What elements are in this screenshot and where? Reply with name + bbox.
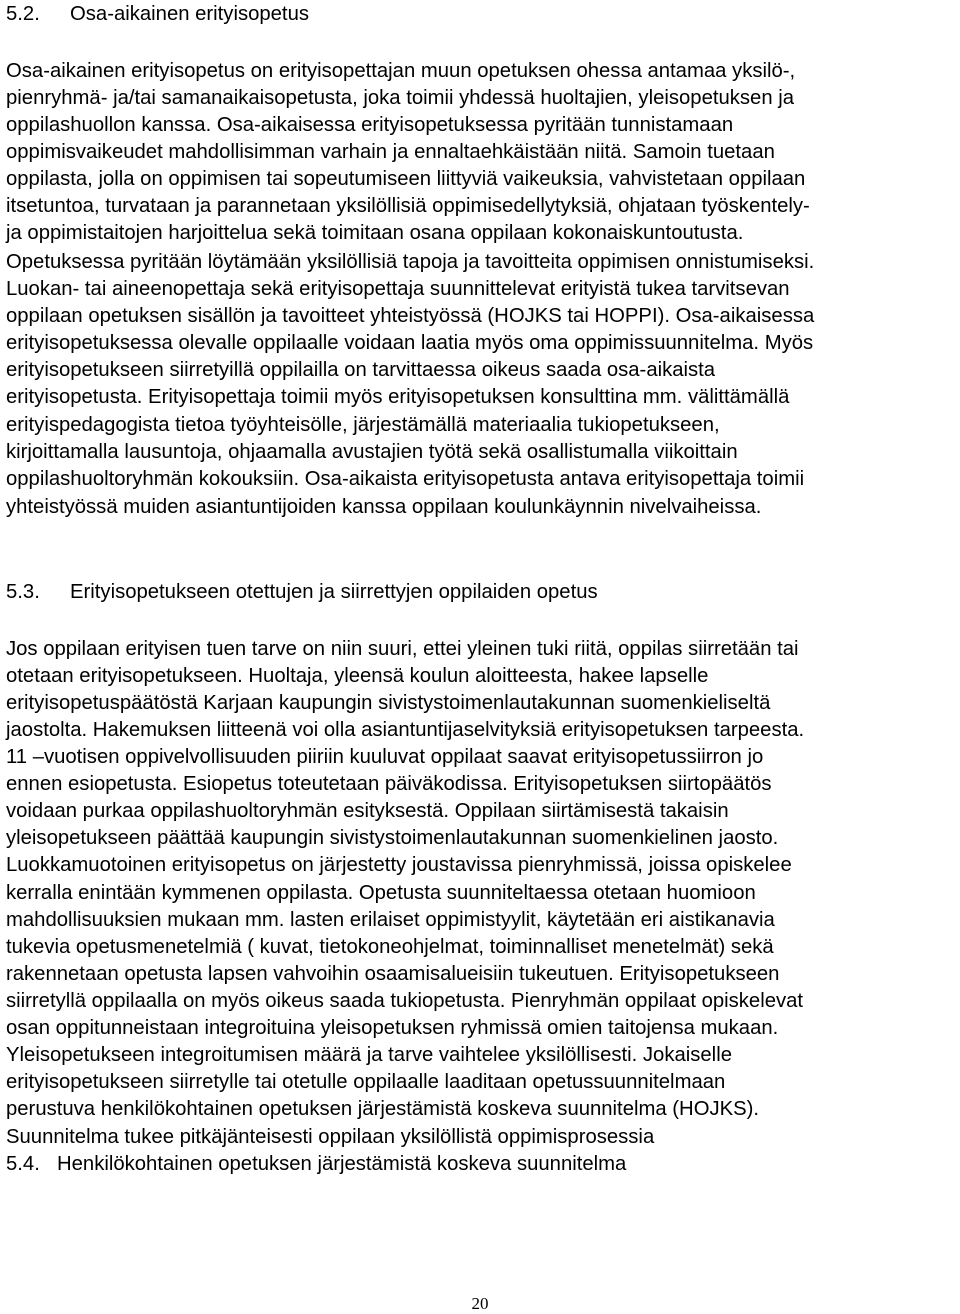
paragraph-line: itsetuntoa, turvataan ja parannetaan yksilöllisiä oppimisedellytyksiä, ohjataan työskentely- [6,195,810,217]
section-heading-5-2 [6,0,309,28]
paragraph-line: kirjoittamalla lausuntoja, ohjaamalla avustajien työtä sekä osallistumalla viikoittain [6,441,738,463]
paragraph-line: yhteistyössä muiden asiantuntijoiden kanssa oppilaan koulunkäynnin nivelvaiheissa. [6,496,762,518]
paragraph-line: Osa-aikainen erityisopetus on erityisopettajan muun opetuksen ohessa antamaa yksilö-, [6,60,796,82]
page-number: 20 [471,1294,489,1313]
section-number: 5.3. [6,581,40,603]
paragraph-line: otetaan erityisopetukseen. Huoltaja, yleensä koulun aloitteesta, hakee lapselle [6,665,709,687]
section-title: Henkilökohtainen opetuksen järjestämistä koskeva suunnitelma [57,1153,627,1175]
paragraph-line: pienryhmä- ja/tai samanaikaisopetusta, joka toimii yhdessä huoltajien, yleisopetuksen ja [6,87,795,109]
paragraph-line: jaostolta. Hakemuksen liitteenä voi olla asiantuntijaselvityksiä erityisopetuksen tarpeesta. [6,719,805,741]
paragraph-line: Yleisopetukseen integroitumisen määrä ja tarve vaihtelee yksilöllisesti. Jokaiselle [6,1044,732,1066]
section-title: Osa-aikainen erityisopetus [70,3,309,25]
paragraph-line: oppilaan opetuksen sisällön ja tavoitteet yhteistyössä (HOJKS tai HOPPI). Osa-aikaisessa [6,305,815,327]
paragraph-line: Opetuksessa pyritään löytämään yksilöllisiä tapoja ja tavoitteita oppimisen onnistumiseksi. [6,251,815,273]
paragraph-line: voidaan purkaa oppilashuoltoryhmän esityksestä. Oppilaan siirtämisestä takaisin [6,800,729,822]
paragraph-line: erityisopetukseen siirretyillä oppilailla on tarvittaessa oikeus saada osa-aikaista [6,359,716,381]
paragraph-line: Luokan- tai aineenopettaja sekä erityisopettaja suunnittelevat erityistä tukea tarvitsevan [6,278,790,300]
paragraph-line: oppilashuoltoryhmän kokouksiin. Osa-aikaista erityisopetusta antava erityisopettaja toimii [6,468,805,490]
paragraph-line: Luokkamuotoinen erityisopetus on järjestetty joustavissa pienryhmissä, joissa opiskelee [6,854,792,876]
paragraph-line: siirretyllä oppilaalla on myös oikeus saada tukiopetusta. Pienryhmän oppilaat opiskelevat [6,990,804,1012]
paragraph-line: oppilashuollon kanssa. Osa-aikaisessa erityisopetuksessa pyritään tunnistamaan [6,114,734,136]
paragraph-line: perustuva henkilökohtainen opetuksen järjestämistä koskeva suunnitelma (HOJKS). [6,1098,760,1120]
paragraph-line: erityispedagogista tietoa työyhteisölle, järjestämällä materiaalia tukiopetukseen, [6,414,720,436]
paragraph-line: oppilasta, jolla on oppimisen tai sopeutumiseen liittyviä vaikeuksia, vahvistetaan oppilaan [6,168,806,190]
paragraph-line: kerralla enintään kymmenen oppilasta. Opetusta suunniteltaessa otetaan huomioon [6,882,756,904]
paragraph-line: osan oppitunneistaan integroituina yleisopetuksen ryhmissä omien taitojensa mukaan. [6,1017,779,1039]
paragraph-line: ennen esiopetusta. Esiopetus toteutetaan päiväkodissa. Erityisopetuksen siirtopäätös [6,773,772,795]
paragraph-line: 11 –vuotisen oppivelvollisuuden piiriin kuuluvat oppilaat saavat erityisopetussiirron jo [6,746,764,768]
paragraph-line: erityisopetusta. Erityisopettaja toimii myös erityisopetuksen konsulttina mm. välittämällä [6,386,790,408]
paragraph-line: Suunnitelma tukee pitkäjänteisesti oppilaan yksilöllistä oppimisprosessia [6,1126,655,1148]
paragraph-line: erityisopetuspäätöstä Karjaan kaupungin sivistystoimenlautakunnan suomenkieliseltä [6,692,771,714]
section-number: 5.4. [6,1153,40,1175]
paragraph-line: tukevia opetusmenetelmiä ( kuvat, tietokoneohjelmat, toiminnalliset menetelmät) sekä [6,936,774,958]
paragraph-line: rakennetaan opetusta lapsen vahvoihin osaamisalueisiin tukeutuen. Erityisopetukseen [6,963,780,985]
section-heading-5-4 [6,1150,626,1178]
section-number: 5.2. [6,3,40,25]
section-title: Erityisopetukseen otettujen ja siirrettyjen oppilaiden opetus [70,581,598,603]
paragraph-line: erityisopetuksessa olevalle oppilaalle voidaan laatia myös oma oppimissuunnitelma. Myös [6,332,814,354]
paragraph-line: mahdollisuuksien mukaan mm. lasten erilaiset oppimistyylit, käytetään eri aistikanavia [6,909,775,931]
section-heading-5-3 [6,578,598,606]
paragraph-line: ja oppimistaitojen harjoittelua sekä toimitaan osana oppilaan kokonaiskuntoutusta. [6,222,744,244]
paragraph-line: Jos oppilaan erityisen tuen tarve on niin suuri, ettei yleinen tuki riitä, oppilas siirretään tai [6,638,799,660]
paragraph-line: erityisopetukseen siirretylle tai otetulle oppilaalle laaditaan opetussuunnitelmaan [6,1071,726,1093]
paragraph-line: yleisopetukseen päättää kaupungin sivistystoimenlautakunnan suomenkielinen jaosto. [6,827,779,849]
paragraph-line: oppimisvaikeudet mahdollisimman varhain ja ennaltaehkäistään niitä. Samoin tuetaan [6,141,775,163]
